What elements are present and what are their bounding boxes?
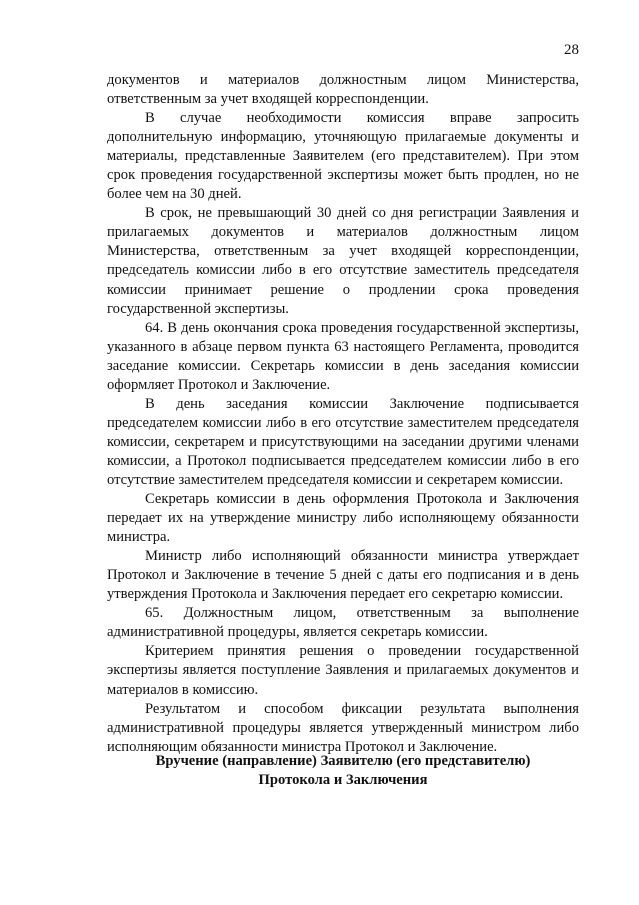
paragraph: Критерием принятия решения о проведении государственной экспертизы является поступление Заявления и прилагаемых документов и материалов в комиссию.: [107, 643, 579, 698]
paragraph: В срок, не превышающий 30 дней со дня регистрации Заявления и прилагаемых документов и материалов должностным лицом Министерства, ответственным за учет входящей корреспонденции, председатель комиссии либо в его отсутствие заместитель председателя комиссии принимает решение о продлении срока проведения государственной экспертизы.: [107, 205, 579, 317]
section-heading: [107, 752, 579, 790]
paragraph: Результатом и способом фиксации результата выполнения административной процедуры является утвержденный министром либо исполняющим обязанности министра Протокол и Заключение.: [107, 700, 579, 755]
section-heading-line: Вручение (направление) Заявителю (его представителю): [155, 753, 531, 769]
section-heading-line: Протокола и Заключения: [258, 772, 428, 788]
paragraph: В день заседания комиссии Заключение подписывается председателем комиссии либо в его отсутствие заместителем председателя комиссии, секретарем и присутствующими на заседании другими членами комиссии, а Протокол подписывается председателем комиссии либо в его отсутствие заместителем председателя комиссии и секретарем комиссии.: [107, 395, 579, 488]
page-number: 28: [564, 42, 579, 58]
paragraph: В случае необходимости комиссия вправе запросить дополнительную информацию, уточняющую прилагаемые документы и материалы, представленные Заявителем (его представителем). При этом срок проведения государственной экспертизы может быть продлен, но не более чем на 30 дней.: [107, 110, 579, 203]
paragraph: 65. Должностным лицом, ответственным за выполнение административной процедуры, является секретарь комиссии.: [107, 605, 579, 641]
paragraph: Министр либо исполняющий обязанности министра утверждает Протокол и Заключение в течение 5 дней с даты его подписания и в день утверждения Протокола и Заключения передает его секретарю комиссии.: [107, 548, 579, 603]
paragraph: документов и материалов должностным лицом Министерства, ответственным за учет входящей корреспонденции.: [107, 72, 579, 108]
body-text: [107, 71, 579, 757]
paragraph: 64. В день окончания срока проведения государственной экспертизы, указанного в абзаце первом пункта 63 настоящего Регламента, проводится заседание комиссии. Секретарь комиссии в день заседания комиссии оформляет Протокол и Заключение.: [107, 319, 579, 393]
paragraph: Секретарь комиссии в день оформления Протокола и Заключения передает их на утверждение министру либо исполняющему обязанности министра.: [107, 491, 579, 546]
